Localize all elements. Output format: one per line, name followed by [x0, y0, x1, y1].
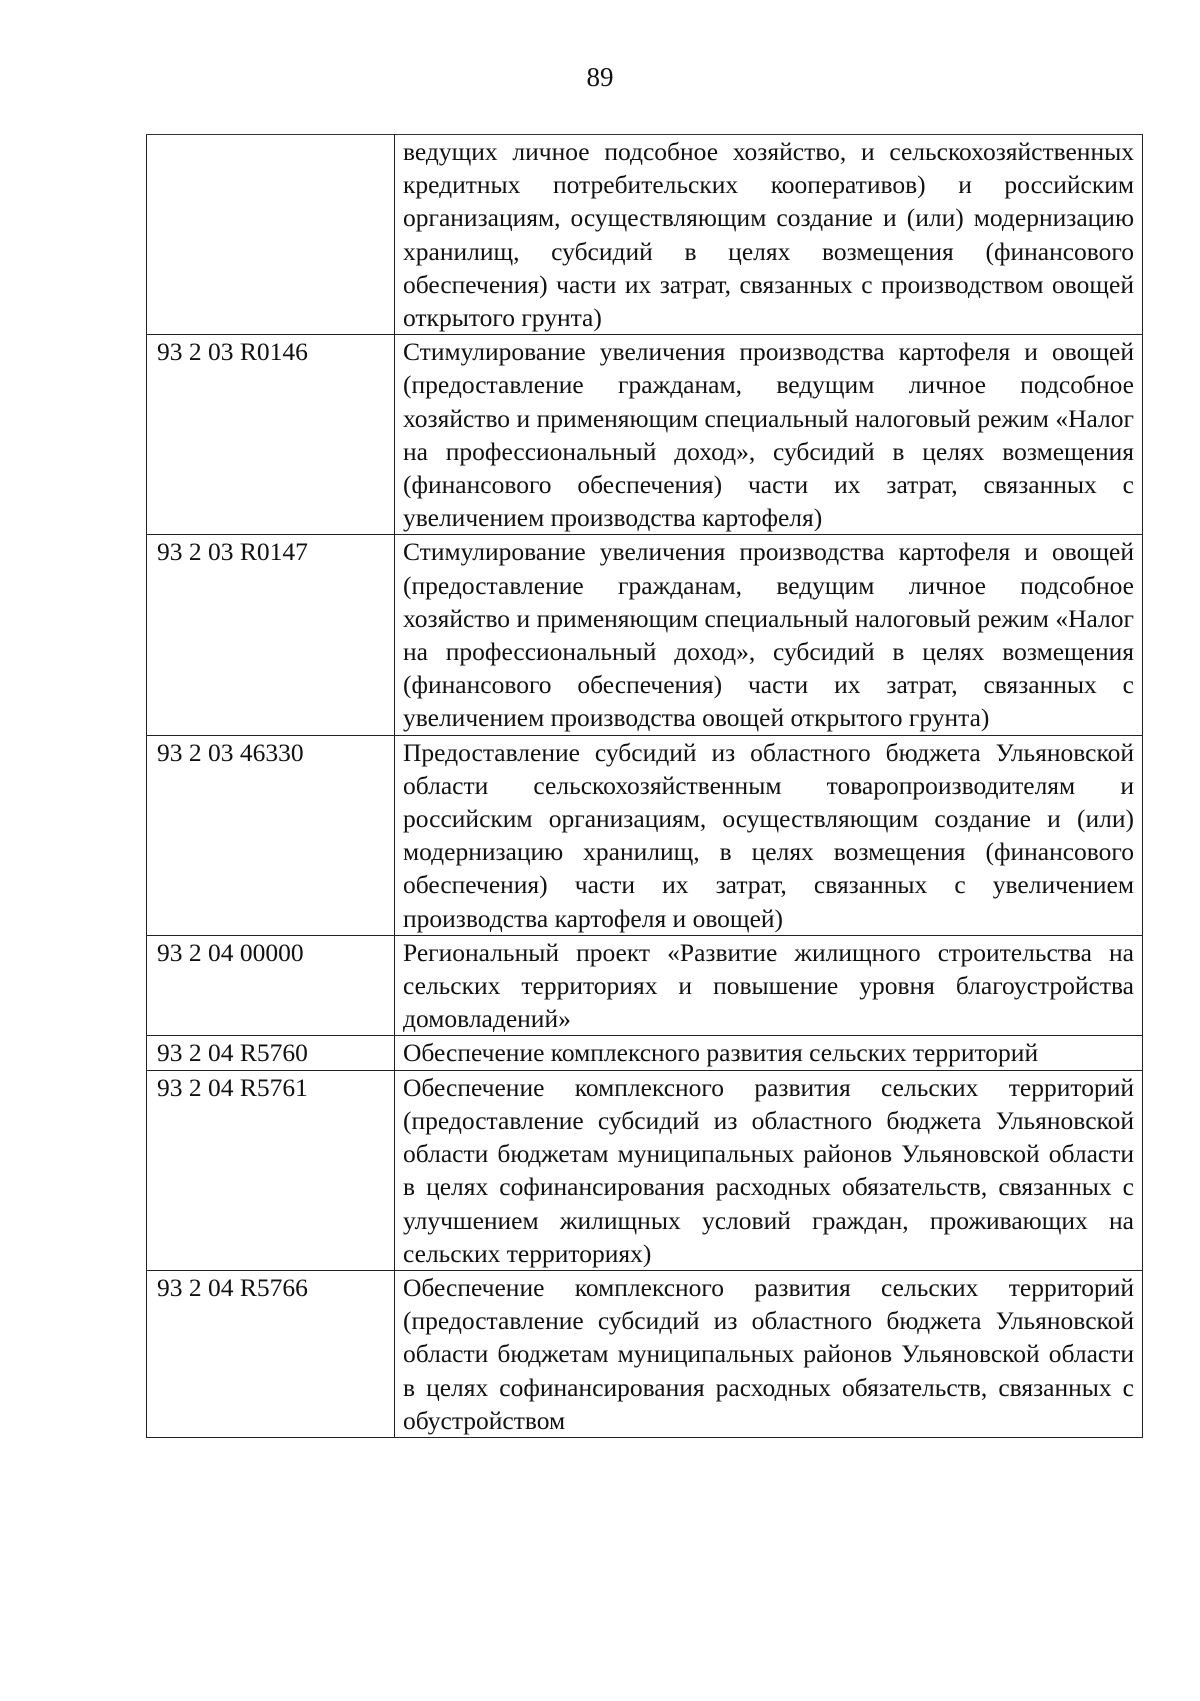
row-code: 93 2 03 R0146: [147, 335, 395, 535]
table-row: [147, 735, 1143, 935]
table-row: [147, 1070, 1143, 1270]
row-description: Стимулирование увеличения производства картофеля и овощей (предоставление гражданам, ведущим личное подсобное хозяйство и применяющим специальный налоговый режим «Налог на профессиональный доход», субсидий в целях возмещения (финансового обеспечения) части их затрат, связанных с увеличением производства картофеля): [395, 335, 1143, 535]
row-description: Предоставление субсидий из областного бюджета Ульяновской области сельскохозяйственным товаропроизводителям и российским организациям, осуществляющим создание и (или) модернизацию хранилищ, в целях возмещения (финансового обеспечения) части их затрат, связанных с увеличением производства картофеля и овощей): [395, 735, 1143, 935]
row-code: 93 2 03 R0147: [147, 535, 395, 735]
row-description: Обеспечение комплексного развития сельских территорий (предоставление субсидий из областного бюджета Ульяновской области бюджетам муниципальных районов Ульяновской области в целях софинансирования расходных обязательств, связанных с улучшением жилищных условий граждан, проживающих на сельских территориях): [395, 1070, 1143, 1270]
table-row: [147, 1036, 1143, 1070]
table-row: [147, 1270, 1143, 1437]
table-row: [147, 935, 1143, 1036]
budget-code-table: [146, 134, 1143, 1438]
page-number: 89: [586, 62, 614, 92]
table-row: [147, 135, 1143, 335]
table-row: [147, 335, 1143, 535]
row-code: 93 2 04 R5766: [147, 1270, 395, 1437]
row-description: ведущих личное подсобное хозяйство, и сельскохозяйственных кредитных потребительских кооперативов) и российским организациям, осуществляющим создание и (или) модернизацию хранилищ, субсидий в целях возмещения (финансового обеспечения) части их затрат, связанных с производством овощей открытого грунта): [395, 135, 1143, 335]
row-code: 93 2 03 46330: [147, 735, 395, 935]
row-description: Обеспечение комплексного развития сельских территорий: [395, 1036, 1143, 1070]
row-code: 93 2 04 00000: [147, 935, 395, 1036]
row-code: [147, 135, 395, 335]
row-code: 93 2 04 R5760: [147, 1036, 395, 1070]
row-code: 93 2 04 R5761: [147, 1070, 395, 1270]
row-description: Стимулирование увеличения производства картофеля и овощей (предоставление гражданам, ведущим личное подсобное хозяйство и применяющим специальный налоговый режим «Налог на профессиональный доход», субсидий в целях возмещения (финансового обеспечения) части их затрат, связанных с увеличением производства овощей открытого грунта): [395, 535, 1143, 735]
row-description: Обеспечение комплексного развития сельских территорий (предоставление субсидий из областного бюджета Ульяновской области бюджетам муниципальных районов Ульяновской области в целях софинансирования расходных обязательств, связанных с обустройством: [395, 1270, 1143, 1437]
table-row: [147, 535, 1143, 735]
row-description: Региональный проект «Развитие жилищного строительства на сельских территориях и повышение уровня благоустройства домовладений»: [395, 935, 1143, 1036]
